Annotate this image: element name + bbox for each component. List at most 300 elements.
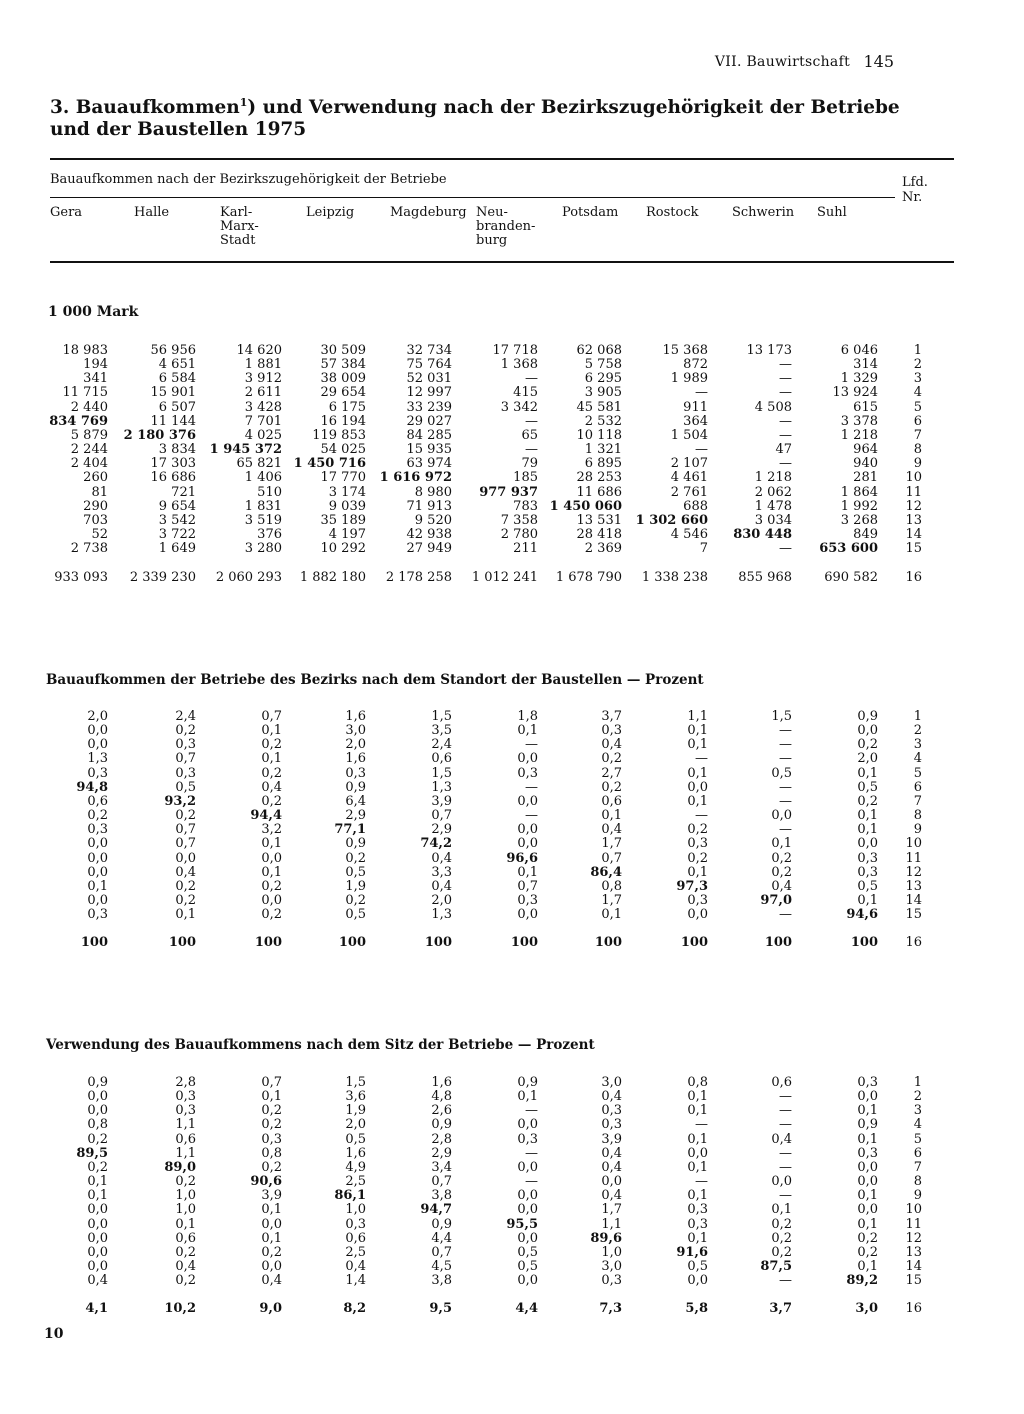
- row-number: 14: [905, 526, 922, 542]
- table-cell: 0,2: [261, 907, 282, 923]
- table-cell: 0,6: [345, 1230, 366, 1246]
- table-cell: 0,1: [175, 907, 196, 923]
- row-number: 4: [913, 1117, 922, 1133]
- table-cell: 10 118: [576, 427, 622, 443]
- table-cell: 1,3: [87, 751, 108, 767]
- row-number: 16: [905, 935, 922, 950]
- table-cell: 3,5: [431, 723, 452, 739]
- table-cell: 0,4: [771, 878, 792, 894]
- table-cell: 2,8: [175, 1075, 196, 1090]
- table-cell: 100: [80, 935, 108, 950]
- table-cell: 4,4: [515, 1301, 538, 1316]
- table-cell: 0,1: [857, 1188, 878, 1204]
- table-cell: 0,3: [87, 907, 108, 923]
- lfd-label: Lfd.: [902, 175, 928, 190]
- table-cell: 0,3: [687, 1202, 708, 1218]
- table-cell: —: [779, 1273, 792, 1289]
- table-cell: 3 834: [158, 442, 196, 458]
- table-cell: 13 173: [746, 343, 792, 358]
- row-number: 11: [905, 850, 922, 866]
- table-cell: 0,0: [87, 723, 108, 739]
- table-cell: 2,0: [345, 737, 366, 753]
- table-cell: 0,4: [261, 1273, 282, 1289]
- row-number: 2: [913, 357, 922, 373]
- row-number: 10: [905, 470, 922, 486]
- table-cell: 94,7: [420, 1202, 452, 1218]
- row-number: 3: [913, 737, 922, 753]
- table-cell: 0,0: [771, 1174, 792, 1190]
- table-cell: 100: [168, 935, 196, 950]
- table-cell: 1 864: [840, 484, 878, 500]
- table-cell: 79: [521, 456, 538, 472]
- row-number: 9: [913, 822, 922, 838]
- table-cell: 8,2: [343, 1301, 366, 1316]
- table-cell: 0,3: [687, 836, 708, 852]
- table-cell: 0,1: [601, 907, 622, 923]
- table-cell: 12 997: [406, 385, 452, 401]
- table-cell: 2,9: [431, 822, 452, 838]
- table-cell: 783: [513, 498, 538, 514]
- table-cell: 0,4: [601, 1145, 622, 1161]
- table-cell: 0,0: [857, 1089, 878, 1105]
- table-cell: 1,0: [345, 1202, 366, 1218]
- table-cell: 0,2: [175, 1174, 196, 1190]
- table-cell: 75 764: [406, 357, 452, 373]
- table-cell: 0,3: [517, 892, 538, 908]
- table-cell: —: [779, 371, 792, 387]
- table-cell: 1 450 716: [293, 456, 366, 472]
- table-cell: 1,5: [431, 765, 452, 781]
- table-cell: 0,0: [261, 1216, 282, 1232]
- table-cell: 74,2: [420, 836, 452, 852]
- table-cell: 0,7: [175, 822, 196, 838]
- row-number: 13: [905, 878, 922, 894]
- table-cell: 4 546: [670, 526, 708, 542]
- table-cell: 0,2: [771, 864, 792, 880]
- table-cell: 2 440: [70, 399, 108, 415]
- table-cell: 13 531: [576, 512, 622, 528]
- table-cell: 0,5: [687, 1258, 708, 1274]
- table-cell: 0,2: [175, 808, 196, 824]
- table-cell: 0,1: [687, 864, 708, 880]
- row-number: 8: [913, 442, 922, 458]
- table-cell: 1 450 060: [549, 498, 622, 514]
- table-cell: 977 937: [479, 484, 538, 500]
- table-cell: 17 770: [320, 470, 366, 486]
- table-cell: 54 025: [320, 442, 366, 458]
- table-cell: 0,0: [771, 808, 792, 824]
- table-cell: 0,7: [431, 1244, 452, 1260]
- table-cell: 0,0: [857, 723, 878, 739]
- table-cell: 688: [683, 498, 708, 514]
- table-cell: 3 519: [244, 512, 282, 528]
- table-cell: —: [779, 385, 792, 401]
- table-cell: 29 654: [320, 385, 366, 401]
- table-cell: 0,1: [261, 836, 282, 852]
- table-cell: 1,4: [345, 1273, 366, 1289]
- table-cell: 3,2: [261, 822, 282, 838]
- table-cell: 32 734: [406, 343, 452, 358]
- table-cell: 4,9: [345, 1159, 366, 1175]
- table-cell: 94,6: [846, 907, 878, 923]
- table-cell: 3 342: [500, 399, 538, 415]
- table-cell: 690 582: [824, 570, 878, 585]
- table-cell: 87,5: [760, 1258, 792, 1274]
- table-cell: 0,2: [261, 1244, 282, 1260]
- table-cell: 14 620: [236, 343, 282, 358]
- row-number: 11: [905, 484, 922, 500]
- table-cell: 0,3: [687, 892, 708, 908]
- table-cell: 89,6: [590, 1230, 622, 1246]
- table-cell: 89,0: [164, 1159, 196, 1175]
- table-cell: 0,9: [517, 1075, 538, 1090]
- table-cell: 1 302 660: [635, 512, 708, 528]
- table-cell: 52 031: [406, 371, 452, 387]
- table-cell: 0,1: [261, 723, 282, 739]
- table-cell: 872: [683, 357, 708, 373]
- table-cell: 2 062: [754, 484, 792, 500]
- table-cell: 0,2: [857, 1244, 878, 1260]
- table-cell: 0,3: [601, 1117, 622, 1133]
- table-cell: 6 895: [584, 456, 622, 472]
- table-cell: 0,8: [601, 878, 622, 894]
- table-cell: 16 194: [320, 413, 366, 429]
- table-cell: 0,5: [517, 1258, 538, 1274]
- table-cell: 1,5: [771, 709, 792, 724]
- table-cell: 0,2: [261, 1117, 282, 1133]
- table-cell: 4,5: [431, 1258, 452, 1274]
- table-cell: 3,3: [431, 864, 452, 880]
- table-cell: 4 197: [328, 526, 366, 542]
- table-cell: 35 189: [320, 512, 366, 528]
- table-cell: 11 144: [150, 413, 196, 429]
- table-cell: 0,2: [857, 793, 878, 809]
- table-cell: 100: [338, 935, 366, 950]
- table-cell: —: [525, 808, 538, 824]
- table-cell: 0,3: [345, 1216, 366, 1232]
- table-cell: 0,5: [345, 864, 366, 880]
- table-cell: —: [779, 1117, 792, 1133]
- table-cell: 0,1: [857, 765, 878, 781]
- table-cell: 2,5: [345, 1174, 366, 1190]
- table-cell: 1,3: [431, 779, 452, 795]
- table-cell: 65 821: [236, 456, 282, 472]
- table-cell: 0,0: [87, 864, 108, 880]
- table-cell: 185: [513, 470, 538, 486]
- table-cell: 0,0: [517, 907, 538, 923]
- table-cell: 0,4: [431, 878, 452, 894]
- table-cell: 0,0: [857, 1159, 878, 1175]
- table-cell: 0,6: [431, 751, 452, 767]
- row-number: 4: [913, 385, 922, 401]
- table-cell: 3,7: [769, 1301, 792, 1316]
- table-cell: 211: [513, 541, 538, 557]
- table-cell: —: [779, 427, 792, 443]
- table-cell: 0,0: [87, 1258, 108, 1274]
- table-cell: 0,2: [261, 1103, 282, 1119]
- table-cell: 7,3: [599, 1301, 622, 1316]
- table-cell: 0,7: [261, 709, 282, 724]
- table-cell: 0,0: [87, 850, 108, 866]
- table-cell: 3,8: [431, 1273, 452, 1289]
- table-cell: 100: [680, 935, 708, 950]
- table-cell: 0,0: [261, 892, 282, 908]
- table-cell: 15 935: [406, 442, 452, 458]
- row-number: 6: [913, 413, 922, 429]
- table-cell: 9,5: [429, 1301, 452, 1316]
- table-cell: 86,1: [334, 1188, 366, 1204]
- column-header-7: Rostock: [646, 205, 699, 220]
- table-cell: 4 025: [244, 427, 282, 443]
- table-cell: 0,8: [87, 1117, 108, 1133]
- table-cell: 0,8: [261, 1145, 282, 1161]
- table-cell: 0,1: [857, 892, 878, 908]
- table-cell: 91,6: [676, 1244, 708, 1260]
- table-cell: 0,6: [771, 1075, 792, 1090]
- table-cell: 0,0: [261, 1258, 282, 1274]
- table-cell: 0,4: [601, 1089, 622, 1105]
- table-cell: —: [525, 413, 538, 429]
- table-cell: 0,1: [687, 1131, 708, 1147]
- table-cell: —: [525, 442, 538, 458]
- table-cell: 0,3: [857, 1145, 878, 1161]
- table-cell: 0,1: [857, 1216, 878, 1232]
- table-cell: 1 329: [840, 371, 878, 387]
- table-cell: 0,0: [87, 1244, 108, 1260]
- table-cell: 29 027: [406, 413, 452, 429]
- table-cell: 2,9: [431, 1145, 452, 1161]
- table-cell: 4,4: [431, 1230, 452, 1246]
- table-cell: 1,6: [431, 1075, 452, 1090]
- table-cell: 63 974: [406, 456, 452, 472]
- table-cell: 97,3: [676, 878, 708, 894]
- table-cell: 653 600: [819, 541, 878, 557]
- table-cell: 2 611: [244, 385, 282, 401]
- table-cell: 6 295: [584, 371, 622, 387]
- table-cell: 65: [521, 427, 538, 443]
- table-cell: 0,0: [687, 779, 708, 795]
- table-cell: 4 651: [158, 357, 196, 373]
- table-cell: —: [695, 751, 708, 767]
- table-cell: 3,9: [261, 1188, 282, 1204]
- table-cell: 3,6: [345, 1089, 366, 1105]
- column-header-5: Neu- branden- burg: [476, 205, 536, 248]
- table-cell: 849: [853, 526, 878, 542]
- table-cell: 17 718: [492, 343, 538, 358]
- section-label: VII. Bauwirtschaft: [714, 54, 850, 70]
- footer-number: 10: [44, 1326, 64, 1342]
- table-cell: 314: [853, 357, 878, 373]
- table-cell: —: [779, 779, 792, 795]
- table-cell: 0,3: [517, 765, 538, 781]
- table-cell: 0,6: [175, 1230, 196, 1246]
- table-cell: 0,2: [771, 1230, 792, 1246]
- table-cell: 911: [683, 399, 708, 415]
- table-cell: 0,3: [601, 723, 622, 739]
- table-cell: 100: [424, 935, 452, 950]
- title-part1: 3. Bauaufkommen: [50, 97, 240, 119]
- table-cell: 0,7: [175, 836, 196, 852]
- table-cell: 0,4: [601, 737, 622, 753]
- table-cell: 1,0: [175, 1202, 196, 1218]
- table-cell: 0,0: [87, 1103, 108, 1119]
- table-cell: 0,4: [601, 1188, 622, 1204]
- table-cell: 0,2: [261, 737, 282, 753]
- table-cell: 0,0: [261, 850, 282, 866]
- table-cell: 290: [83, 498, 108, 514]
- table-cell: 3,9: [601, 1131, 622, 1147]
- table-cell: 3 378: [840, 413, 878, 429]
- table-cell: —: [695, 442, 708, 458]
- row-number: 9: [913, 1188, 922, 1204]
- table-cell: 0,0: [517, 1159, 538, 1175]
- table-cell: 1 831: [244, 498, 282, 514]
- table-cell: —: [695, 1117, 708, 1133]
- table-cell: 0,1: [261, 751, 282, 767]
- table-cell: 0,2: [261, 878, 282, 894]
- table-cell: —: [779, 737, 792, 753]
- table-cell: 0,5: [857, 878, 878, 894]
- table-cell: 96,6: [506, 850, 538, 866]
- table-cell: 2,6: [431, 1103, 452, 1119]
- table-cell: 9 654: [158, 498, 196, 514]
- table-cell: 0,1: [261, 864, 282, 880]
- section-heading-2: Bauaufkommen der Betriebe des Bezirks nach dem Standort der Baustellen — Prozent: [46, 672, 704, 688]
- column-header-8: Schwerin: [732, 205, 795, 220]
- table-cell: 0,2: [261, 1159, 282, 1175]
- page-number: 145: [863, 52, 894, 71]
- row-number: 12: [905, 864, 922, 880]
- table-cell: —: [779, 413, 792, 429]
- table-cell: 0,1: [261, 1089, 282, 1105]
- row-number: 7: [913, 427, 922, 443]
- table-cell: 3,0: [855, 1301, 878, 1316]
- row-number: 9: [913, 456, 922, 472]
- table-cell: 0,2: [261, 793, 282, 809]
- table-cell: 0,4: [771, 1131, 792, 1147]
- table-cell: 0,2: [857, 737, 878, 753]
- table-cell: 1 945 372: [209, 442, 282, 458]
- table-cell: 27 949: [406, 541, 452, 557]
- table-cell: 260: [83, 470, 108, 486]
- table-cell: 6,4: [345, 793, 366, 809]
- table-cell: 0,2: [87, 808, 108, 824]
- table-cell: 52: [91, 526, 108, 542]
- table-cell: 0,3: [601, 1103, 622, 1119]
- table-cell: 3 912: [244, 371, 282, 387]
- table-cell: 1 989: [670, 371, 708, 387]
- table-cell: 90,6: [250, 1174, 282, 1190]
- column-header-0: Gera: [50, 205, 83, 220]
- table-cell: 2 180 376: [123, 427, 196, 443]
- table-cell: 0,9: [857, 709, 878, 724]
- table-cell: 7: [699, 541, 708, 557]
- table-cell: 1 368: [500, 357, 538, 373]
- table-cell: 0,0: [87, 836, 108, 852]
- table-cell: 3,0: [601, 1258, 622, 1274]
- table-cell: 0,0: [857, 1202, 878, 1218]
- table-cell: 94,4: [250, 808, 282, 824]
- table-cell: 1 992: [840, 498, 878, 514]
- table-cell: 1,0: [175, 1188, 196, 1204]
- row-number: 3: [913, 371, 922, 387]
- table-cell: 0,0: [601, 1174, 622, 1190]
- table-cell: 0,0: [857, 836, 878, 852]
- row-number: 6: [913, 779, 922, 795]
- table-cell: 703: [83, 512, 108, 528]
- table-cell: —: [525, 1174, 538, 1190]
- table-cell: —: [525, 779, 538, 795]
- table-cell: 0,4: [601, 1159, 622, 1175]
- table-cell: 0,1: [87, 1188, 108, 1204]
- table-cell: 0,2: [175, 892, 196, 908]
- table-cell: 0,9: [87, 1075, 108, 1090]
- table-cell: 364: [683, 413, 708, 429]
- table-cell: 0,1: [687, 1230, 708, 1246]
- title-part2: ) und Verwendung nach der Bezirkszugehörigkeit der Betriebe: [247, 97, 900, 119]
- table-cell: 33 239: [406, 399, 452, 415]
- table-cell: 0,1: [517, 723, 538, 739]
- table-cell: 4 461: [670, 470, 708, 486]
- table-cell: 2,4: [431, 737, 452, 753]
- table-cell: 0,3: [87, 822, 108, 838]
- table-cell: 1,7: [601, 892, 622, 908]
- table-cell: 0,0: [87, 1216, 108, 1232]
- table-cell: 1,1: [687, 709, 708, 724]
- table-cell: 3 034: [754, 512, 792, 528]
- table-cell: 0,5: [857, 779, 878, 795]
- table-cell: 0,5: [771, 765, 792, 781]
- table-cell: —: [779, 793, 792, 809]
- table-cell: 1 649: [158, 541, 196, 557]
- table-cell: 0,2: [345, 850, 366, 866]
- table-cell: 84 285: [406, 427, 452, 443]
- table-cell: 0,2: [175, 1244, 196, 1260]
- table-cell: 2 178 258: [385, 570, 452, 585]
- table-cell: 6 507: [158, 399, 196, 415]
- table-cell: 4,1: [85, 1301, 108, 1316]
- table-cell: 13 924: [832, 385, 878, 401]
- table-cell: 0,7: [601, 850, 622, 866]
- table-cell: 1,6: [345, 1145, 366, 1161]
- column-header-2: Karl- Marx- Stadt: [220, 205, 259, 248]
- table-cell: 3 268: [840, 512, 878, 528]
- table-cell: 0,2: [601, 751, 622, 767]
- table-cell: 3 174: [328, 484, 366, 500]
- table-cell: 0,5: [175, 779, 196, 795]
- table-cell: 0,1: [687, 723, 708, 739]
- table-cell: 2,9: [345, 808, 366, 824]
- table-cell: 0,1: [771, 836, 792, 852]
- table-cell: 0,3: [601, 1273, 622, 1289]
- table-cell: 0,5: [345, 1131, 366, 1147]
- table-cell: 28 253: [576, 470, 622, 486]
- row-number: 7: [913, 793, 922, 809]
- column-header-6: Potsdam: [562, 205, 619, 220]
- column-group-label: Bauaufkommen nach der Bezirkszugehörigkeit der Betriebe: [50, 172, 447, 187]
- table-cell: 7 358: [500, 512, 538, 528]
- row-number: 11: [905, 1216, 922, 1232]
- table-cell: 11 715: [62, 385, 108, 401]
- table-cell: 2,7: [601, 765, 622, 781]
- table-cell: 0,0: [87, 737, 108, 753]
- table-cell: 2 738: [70, 541, 108, 557]
- row-number: 15: [905, 541, 922, 557]
- table-cell: 1 218: [840, 427, 878, 443]
- table-cell: 0,3: [261, 1131, 282, 1147]
- table-cell: 0,9: [431, 1117, 452, 1133]
- row-number: 1: [913, 343, 922, 358]
